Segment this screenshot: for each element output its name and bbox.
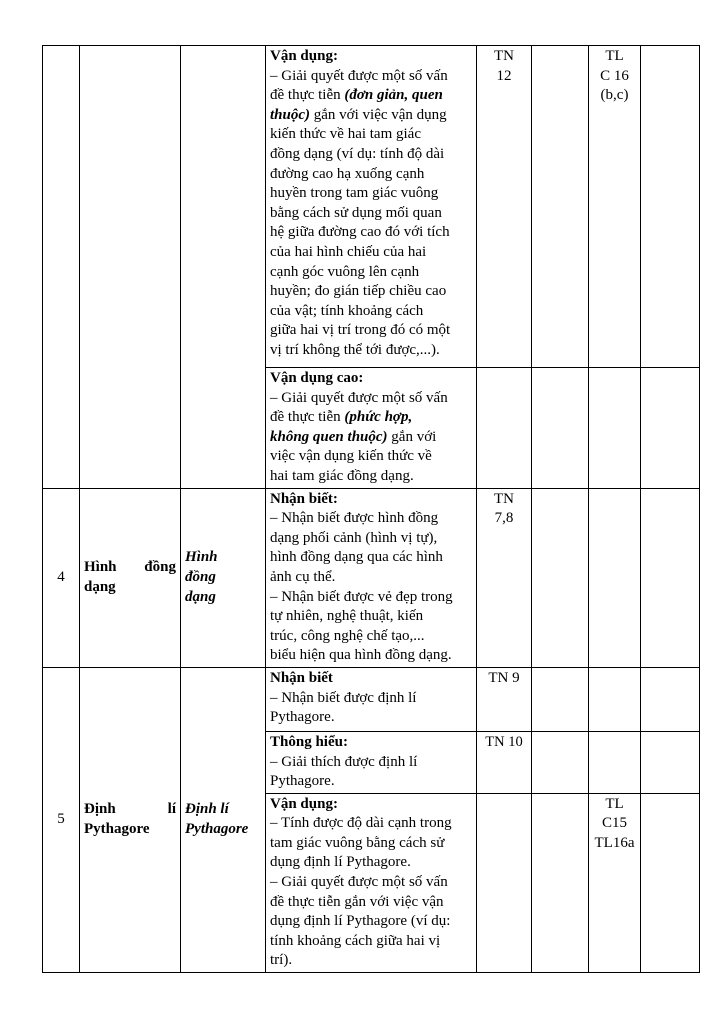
cell-empty <box>532 793 589 972</box>
req-line: tự nhiên, nghệ thuật, kiến <box>270 608 424 625</box>
req-line: cạnh góc vuông lên cạnh <box>270 263 420 280</box>
tl-number: C 16 <box>600 67 629 84</box>
req-line: đồng dạng (ví dụ: tính độ dài <box>270 145 445 162</box>
req-line: của hai hình chiếu của hai <box>270 243 427 260</box>
req-line: đường cao hạ xuống cạnh <box>270 165 425 182</box>
req-line: hai tam giác đồng dạng. <box>270 467 414 484</box>
req-line: ảnh cụ thể. <box>270 568 336 585</box>
req-line: – Giải quyết được một số vấn <box>270 389 448 406</box>
cell-no-3 <box>43 46 80 489</box>
req-line: – Nhận biết được vẻ đẹp trong <box>270 588 453 605</box>
req-line: đề thực tiễn (đơn giản, quen <box>270 87 443 104</box>
matrix-table <box>42 45 700 973</box>
req-line: huyền; đo gián tiếp chiều cao <box>270 283 447 300</box>
cell-requirement-van-dung-5 <box>266 793 477 972</box>
topic-line: Pythagore <box>84 820 150 837</box>
cell-empty <box>589 368 641 489</box>
unit-line: Hình <box>185 549 218 566</box>
cell-empty <box>641 793 700 972</box>
cell-empty <box>641 667 700 731</box>
tl-number: TL16a <box>594 834 635 851</box>
req-line: – Giải quyết được một số vấn <box>270 874 448 891</box>
cell-empty <box>589 731 641 793</box>
cell-topic-5 <box>80 667 181 972</box>
row-4-nhan-biet <box>43 488 700 667</box>
cell-empty <box>532 46 589 368</box>
row-3-van-dung <box>43 46 700 368</box>
req-line: tính khoảng cách giữa hai vị <box>270 932 441 949</box>
cell-empty <box>641 731 700 793</box>
cell-empty <box>477 793 532 972</box>
cell-tn-r3 <box>477 46 532 368</box>
tl-label: TL <box>605 795 624 812</box>
req-line: trúc, công nghệ chế tạo,... <box>270 627 425 644</box>
req-line: đề thực tiễn gắn với việc vận <box>270 893 444 910</box>
cell-unit-5 <box>181 667 266 972</box>
cell-requirement-van-dung <box>266 46 477 368</box>
req-line: biểu hiện qua hình đồng dạng. <box>270 647 452 664</box>
req-line: – Nhận biết được định lí <box>270 689 417 706</box>
req-line: hình đồng dạng qua các hình <box>270 549 443 566</box>
cell-empty <box>532 368 589 489</box>
level-label: Vận dụng cao: <box>270 370 364 386</box>
tn-number: 7,8 <box>494 510 514 527</box>
req-line: dụng định lí Pythagore (ví dụ: <box>270 913 451 930</box>
cell-empty <box>532 731 589 793</box>
cell-requirement-nhan-biet-4 <box>266 488 477 667</box>
req-line: việc vận dụng kiến thức về <box>270 448 432 465</box>
cell-no-4: 4 <box>43 488 80 667</box>
tl-label: TL <box>605 48 624 64</box>
cell-topic-3 <box>80 46 181 489</box>
cell-unit-3 <box>181 46 266 489</box>
req-line: huyền trong tam giác vuông <box>270 185 439 202</box>
cell-tn-r5-nb: TN 9 <box>477 667 532 731</box>
cell-topic-4 <box>80 488 181 667</box>
req-line: kiến thức về hai tam giác <box>270 126 421 143</box>
req-line: Pythagore. <box>270 709 335 726</box>
cell-empty <box>589 488 641 667</box>
req-line: bằng cách sử dụng mối quan <box>270 204 442 221</box>
topic-line: Hình đồng <box>84 559 176 576</box>
req-line: tam giác vuông bằng cách sử <box>270 834 445 851</box>
level-label: Nhận biết: <box>270 490 338 507</box>
cell-no-5: 5 <box>43 667 80 972</box>
level-label: Nhận biết <box>270 669 333 686</box>
cell-empty <box>641 368 700 489</box>
cell-empty <box>477 368 532 489</box>
cell-requirement-nhan-biet-5 <box>266 667 477 731</box>
req-line: trí). <box>270 952 293 969</box>
topic-line: dạng <box>84 578 116 595</box>
tn-number: 12 <box>496 67 512 84</box>
req-line: dụng định lí Pythagore. <box>270 854 411 871</box>
req-line: đề thực tiễn (phức hợp, <box>270 409 413 426</box>
cell-empty <box>641 46 700 368</box>
cell-tn-r4 <box>477 488 532 667</box>
req-line: – Tính được độ dài cạnh trong <box>270 815 452 832</box>
unit-line: đồng <box>185 568 216 585</box>
cell-requirement-thong-hieu-5 <box>266 731 477 793</box>
req-line: Pythagore. <box>270 773 335 790</box>
level-label: Vận dụng: <box>270 48 338 64</box>
tl-parts: (b,c) <box>600 87 629 104</box>
req-line: – Nhận biết được hình đồng <box>270 510 439 527</box>
tl-number: C15 <box>601 815 627 832</box>
unit-line: Định lí <box>185 801 229 818</box>
req-line: – Giải thích được định lí <box>270 753 418 770</box>
req-line: hệ giữa đường cao đó với tích <box>270 224 450 241</box>
level-label: Vận dụng: <box>270 795 338 812</box>
req-line: giữa hai vị trí trong đó có một <box>270 322 451 339</box>
cell-empty <box>641 488 700 667</box>
tn-label: TN <box>494 490 514 507</box>
unit-line: Pythagore <box>185 820 249 837</box>
req-line: dạng phối cảnh (hình vị tự), <box>270 529 438 546</box>
cell-unit-4 <box>181 488 266 667</box>
row-5-nhan-biet <box>43 667 700 731</box>
cell-requirement-van-dung-cao <box>266 368 477 489</box>
cell-tn-r5-th: TN 10 <box>477 731 532 793</box>
cell-empty <box>532 488 589 667</box>
level-label: Thông hiểu: <box>270 733 348 750</box>
unit-line: dạng <box>185 588 216 605</box>
req-line: của vật; tính khoảng cách <box>270 302 424 319</box>
req-line: vị trí không thể tới được,...). <box>270 341 440 358</box>
cell-empty <box>532 667 589 731</box>
topic-line: Định lí <box>84 801 176 818</box>
req-line: – Giải quyết được một số vấn <box>270 67 448 84</box>
cell-empty <box>589 667 641 731</box>
req-line: không quen thuộc) gắn với <box>270 428 437 445</box>
cell-tl-r5 <box>589 793 641 972</box>
cell-tl-r3 <box>589 46 641 368</box>
tn-label: TN <box>494 48 514 64</box>
req-line: thuộc) gắn với việc vận dụng <box>270 106 447 123</box>
